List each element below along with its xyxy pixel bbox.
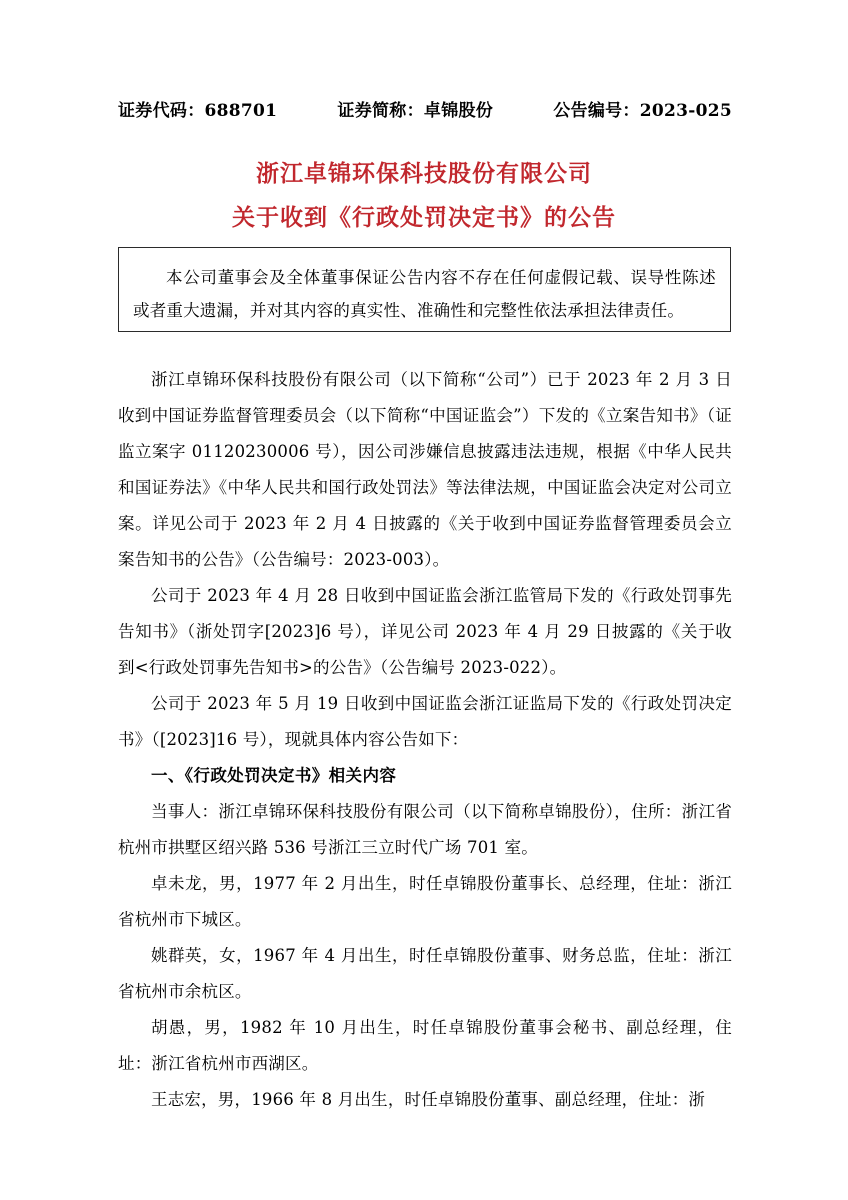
- title-subject: 关于收到《行政处罚决定书》的公告: [232, 204, 616, 231]
- security-short-name: 证券简称：卓锦股份: [337, 101, 494, 121]
- disclaimer-text: 本公司董事会及全体董事保证公告内容不存在任何虚假记载、误导性陈述或者重大遗漏，并对其内容的真实性、准确性和完整性依法承担法律责任。: [133, 268, 716, 320]
- paragraph-person-3: 胡愚，男，1982 年 10 月出生，时任卓锦股份董事会秘书、副总经理，住址：浙江省杭州市西湖区。: [118, 1018, 732, 1073]
- announcement-number: 公告编号：2023-025: [553, 101, 732, 121]
- paragraph-decision-received: 公司于 2023 年 5 月 19 日收到中国证监会浙江证监局下发的《行政处罚决定书》（[2023]16 号），现就具体内容公告如下：: [118, 694, 732, 749]
- paragraph-person-2: 姚群英，女，1967 年 4 月出生，时任卓锦股份董事、财务总监，住址：浙江省杭州市余杭区。: [118, 946, 732, 1001]
- disclaimer-box: [118, 247, 731, 332]
- paragraph-person-4: 王志宏，男，1966 年 8 月出生，时任卓锦股份董事、副总经理，住址：浙: [151, 1090, 706, 1109]
- paragraph-party-company: 当事人：浙江卓锦环保科技股份有限公司（以下简称卓锦股份），住所：浙江省杭州市拱墅区绍兴路 536 号浙江三立时代广场 701 室。: [118, 802, 732, 857]
- section-heading-one: 一、《行政处罚决定书》相关内容: [151, 766, 397, 785]
- security-code: 证券代码：688701: [118, 101, 278, 121]
- document-header-line: [118, 96, 732, 121]
- paragraph-case-filing: 浙江卓锦环保科技股份有限公司（以下简称“公司”）已于 2023 年 2 月 3 日收到中国证券监督管理委员会（以下简称“中国证监会”）下发的《立案告知书》（证监立案字 01120230006 号），因公司涉嫌信息披露违法违规，根据《中华人民共和国证券法》《中华人民共和国行政处罚法》等法律法规，中国证监会决定对公司立案。详见公司于 2023 年 2 月 4 日披露的《关于收到中国证券监督管理委员会立案告知书的公告》（公告编号：2023-003）。: [118, 370, 732, 569]
- document-title: [0, 152, 848, 240]
- title-company-name: 浙江卓锦环保科技股份有限公司: [256, 160, 592, 187]
- paragraph-person-1: 卓未龙，男，1977 年 2 月出生，时任卓锦股份董事长、总经理，住址：浙江省杭州市下城区。: [118, 874, 732, 929]
- document-body: [118, 362, 732, 1118]
- paragraph-prior-notice: 公司于 2023 年 4 月 28 日收到中国证监会浙江监管局下发的《行政处罚事先告知书》（浙处罚字[2023]6 号），详见公司 2023 年 4 月 29 日披露的《关于收到<行政处罚事先告知书>的公告》（公告编号 2023-022）。: [118, 586, 732, 677]
